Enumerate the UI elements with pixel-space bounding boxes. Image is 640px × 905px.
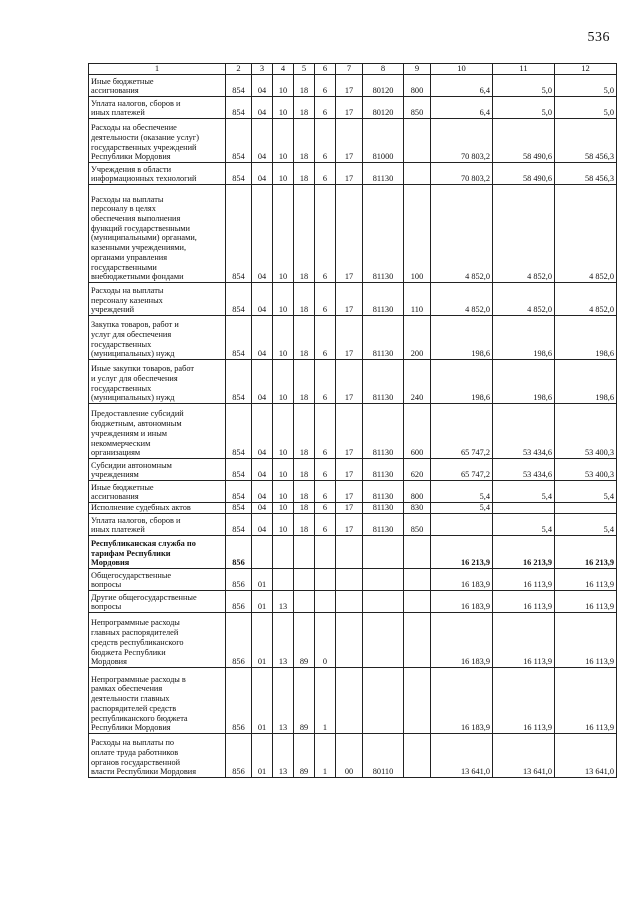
direction-code: 17 — [336, 404, 363, 459]
subsection-code: 10 — [273, 459, 294, 481]
admin-code: 854 — [226, 97, 252, 119]
subsection-code — [273, 569, 294, 591]
target-item-code: 81130 — [363, 459, 404, 481]
target-item-code — [363, 668, 404, 734]
direction-code — [336, 591, 363, 613]
amount-year2: 53 434,6 — [493, 404, 555, 459]
amount-year3: 5,4 — [555, 514, 617, 536]
admin-code: 854 — [226, 503, 252, 514]
amount-year2: 198,6 — [493, 360, 555, 404]
admin-code: 856 — [226, 668, 252, 734]
section-code: 04 — [252, 316, 273, 360]
direction-code — [336, 569, 363, 591]
expense-type-code — [404, 591, 431, 613]
subsection-code: 10 — [273, 75, 294, 97]
amount-year3: 16 113,9 — [555, 591, 617, 613]
amount-year3: 16 113,9 — [555, 668, 617, 734]
expense-type-code — [404, 734, 431, 778]
row-name: Иные бюджетные ассигнования — [89, 75, 226, 97]
subprogram-code: 6 — [315, 459, 336, 481]
amount-year1: 65 747,2 — [431, 404, 493, 459]
amount-year1: 5,4 — [431, 503, 493, 514]
amount-year1: 16 183,9 — [431, 668, 493, 734]
budget-table — [88, 63, 617, 778]
amount-year1: 16 183,9 — [431, 591, 493, 613]
direction-code: 00 — [336, 734, 363, 778]
table-row — [89, 316, 617, 360]
expense-type-code: 850 — [404, 514, 431, 536]
subsection-code: 10 — [273, 503, 294, 514]
target-item-code — [363, 569, 404, 591]
amount-year2: 5,0 — [493, 75, 555, 97]
row-name: Исполнение судебных актов — [89, 503, 226, 514]
row-name: Иные бюджетные ассигнования — [89, 481, 226, 503]
amount-year1: 4 852,0 — [431, 185, 493, 283]
program-code — [294, 536, 315, 569]
expense-type-code: 850 — [404, 97, 431, 119]
section-code: 04 — [252, 514, 273, 536]
direction-code: 17 — [336, 316, 363, 360]
direction-code: 17 — [336, 360, 363, 404]
direction-code — [336, 668, 363, 734]
program-code: 18 — [294, 185, 315, 283]
table-row — [89, 613, 617, 668]
column-header: 7 — [336, 64, 363, 75]
subsection-code: 13 — [273, 613, 294, 668]
target-item-code: 81130 — [363, 360, 404, 404]
row-name: Расходы на выплаты персоналу в целях обеспечения выполнения функций государственными (муниципальными) органами, казенными учреждениями, органами управления государственными внебюджетными фондами — [89, 185, 226, 283]
admin-code: 854 — [226, 163, 252, 185]
subprogram-code: 6 — [315, 283, 336, 316]
subsection-code: 10 — [273, 514, 294, 536]
expense-type-code: 200 — [404, 316, 431, 360]
amount-year2: 4 852,0 — [493, 185, 555, 283]
row-name: Уплата налогов, сборов и иных платежей — [89, 97, 226, 119]
subprogram-code: 6 — [315, 97, 336, 119]
amount-year2: 13 641,0 — [493, 734, 555, 778]
program-code: 89 — [294, 734, 315, 778]
amount-year1: 13 641,0 — [431, 734, 493, 778]
table-row — [89, 536, 617, 569]
amount-year3: 5,0 — [555, 97, 617, 119]
target-item-code: 81130 — [363, 503, 404, 514]
row-name: Общегосударственные вопросы — [89, 569, 226, 591]
amount-year3: 198,6 — [555, 360, 617, 404]
expense-type-code — [404, 668, 431, 734]
target-item-code: 80120 — [363, 75, 404, 97]
table-row — [89, 668, 617, 734]
subsection-code — [273, 536, 294, 569]
program-code — [294, 591, 315, 613]
admin-code: 854 — [226, 514, 252, 536]
program-code: 18 — [294, 283, 315, 316]
admin-code: 854 — [226, 459, 252, 481]
admin-code: 854 — [226, 75, 252, 97]
admin-code: 856 — [226, 591, 252, 613]
subprogram-code: 6 — [315, 185, 336, 283]
direction-code: 17 — [336, 119, 363, 163]
expense-type-code: 240 — [404, 360, 431, 404]
subsection-code: 10 — [273, 360, 294, 404]
amount-year2: 4 852,0 — [493, 283, 555, 316]
direction-code: 17 — [336, 481, 363, 503]
admin-code: 854 — [226, 119, 252, 163]
amount-year1: 70 803,2 — [431, 119, 493, 163]
amount-year2: 16 113,9 — [493, 591, 555, 613]
row-name: Непрограммные расходы главных распорядителей средств республиканского бюджета Республики Мордовия — [89, 613, 226, 668]
admin-code: 854 — [226, 316, 252, 360]
amount-year2: 53 434,6 — [493, 459, 555, 481]
section-code: 01 — [252, 734, 273, 778]
section-code: 04 — [252, 459, 273, 481]
amount-year2: 198,6 — [493, 316, 555, 360]
subprogram-code: 0 — [315, 613, 336, 668]
admin-code: 854 — [226, 283, 252, 316]
amount-year1: 16 213,9 — [431, 536, 493, 569]
row-name: Закупка товаров, работ и услуг для обеспечения государственных (муниципальных) нужд — [89, 316, 226, 360]
section-code: 04 — [252, 97, 273, 119]
section-code: 01 — [252, 591, 273, 613]
target-item-code — [363, 613, 404, 668]
subprogram-code: 1 — [315, 734, 336, 778]
subsection-code: 10 — [273, 404, 294, 459]
target-item-code — [363, 591, 404, 613]
program-code: 89 — [294, 613, 315, 668]
table-row — [89, 97, 617, 119]
subsection-code: 10 — [273, 97, 294, 119]
amount-year1: 16 183,9 — [431, 569, 493, 591]
direction-code: 17 — [336, 503, 363, 514]
amount-year1: 198,6 — [431, 316, 493, 360]
column-header: 8 — [363, 64, 404, 75]
row-name: Субсидии автономным учреждениям — [89, 459, 226, 481]
expense-type-code: 830 — [404, 503, 431, 514]
subprogram-code — [315, 569, 336, 591]
direction-code — [336, 613, 363, 668]
target-item-code: 80120 — [363, 97, 404, 119]
section-code: 01 — [252, 613, 273, 668]
expense-type-code: 110 — [404, 283, 431, 316]
amount-year3: 5,0 — [555, 75, 617, 97]
section-code: 04 — [252, 75, 273, 97]
direction-code: 17 — [336, 163, 363, 185]
section-code: 01 — [252, 668, 273, 734]
table-row — [89, 185, 617, 283]
subprogram-code: 6 — [315, 404, 336, 459]
target-item-code: 80110 — [363, 734, 404, 778]
target-item-code: 81000 — [363, 119, 404, 163]
program-code: 18 — [294, 163, 315, 185]
direction-code: 17 — [336, 75, 363, 97]
table-row — [89, 119, 617, 163]
row-name: Уплата налогов, сборов и иных платежей — [89, 514, 226, 536]
row-name: Иные закупки товаров, работ и услуг для обеспечения государственных (муниципальных) нужд — [89, 360, 226, 404]
subprogram-code — [315, 591, 336, 613]
amount-year2: 16 213,9 — [493, 536, 555, 569]
section-code: 04 — [252, 481, 273, 503]
amount-year1: 198,6 — [431, 360, 493, 404]
subsection-code: 10 — [273, 283, 294, 316]
target-item-code: 81130 — [363, 404, 404, 459]
row-name: Расходы на выплаты персоналу казенных учреждений — [89, 283, 226, 316]
expense-type-code — [404, 613, 431, 668]
table-row — [89, 163, 617, 185]
column-header: 1 — [89, 64, 226, 75]
section-code: 04 — [252, 503, 273, 514]
table-row — [89, 283, 617, 316]
subprogram-code: 6 — [315, 514, 336, 536]
program-code: 18 — [294, 360, 315, 404]
section-code: 01 — [252, 569, 273, 591]
direction-code: 17 — [336, 283, 363, 316]
direction-code — [336, 536, 363, 569]
table-row — [89, 459, 617, 481]
column-header: 9 — [404, 64, 431, 75]
table-row — [89, 75, 617, 97]
column-header: 3 — [252, 64, 273, 75]
section-code: 04 — [252, 119, 273, 163]
column-header: 10 — [431, 64, 493, 75]
program-code — [294, 569, 315, 591]
program-code: 89 — [294, 668, 315, 734]
subsection-code: 13 — [273, 591, 294, 613]
subsection-code: 13 — [273, 734, 294, 778]
amount-year3: 13 641,0 — [555, 734, 617, 778]
amount-year2: 5,4 — [493, 514, 555, 536]
direction-code: 17 — [336, 97, 363, 119]
column-header: 11 — [493, 64, 555, 75]
expense-type-code: 600 — [404, 404, 431, 459]
subprogram-code: 6 — [315, 503, 336, 514]
admin-code: 854 — [226, 185, 252, 283]
row-name: Расходы на выплаты по оплате труда работников органов государственной власти Республики Мордовия — [89, 734, 226, 778]
amount-year3: 53 400,3 — [555, 459, 617, 481]
admin-code: 856 — [226, 613, 252, 668]
target-item-code — [363, 536, 404, 569]
section-code — [252, 536, 273, 569]
amount-year1: 16 183,9 — [431, 613, 493, 668]
admin-code: 854 — [226, 404, 252, 459]
amount-year3: 5,4 — [555, 481, 617, 503]
amount-year3: 58 456,3 — [555, 119, 617, 163]
row-name: Непрограммные расходы в рамках обеспечения деятельности главных распорядителей средств республиканского бюджета Республики Мордовия — [89, 668, 226, 734]
section-code: 04 — [252, 163, 273, 185]
expense-type-code — [404, 569, 431, 591]
amount-year3: 16 213,9 — [555, 536, 617, 569]
column-header: 2 — [226, 64, 252, 75]
section-code: 04 — [252, 404, 273, 459]
amount-year3: 58 456,3 — [555, 163, 617, 185]
amount-year1: 5,4 — [431, 481, 493, 503]
table-row — [89, 360, 617, 404]
column-header: 6 — [315, 64, 336, 75]
expense-type-code — [404, 536, 431, 569]
program-code: 18 — [294, 97, 315, 119]
admin-code: 854 — [226, 481, 252, 503]
row-name: Учреждения в области информационных технологий — [89, 163, 226, 185]
expense-type-code: 800 — [404, 75, 431, 97]
expense-type-code: 100 — [404, 185, 431, 283]
table-row — [89, 734, 617, 778]
amount-year3: 4 852,0 — [555, 185, 617, 283]
amount-year2: 5,4 — [493, 481, 555, 503]
amount-year1: 6,4 — [431, 97, 493, 119]
subprogram-code: 6 — [315, 316, 336, 360]
amount-year3: 53 400,3 — [555, 404, 617, 459]
program-code: 18 — [294, 75, 315, 97]
target-item-code: 81130 — [363, 316, 404, 360]
column-header: 5 — [294, 64, 315, 75]
subprogram-code: 6 — [315, 360, 336, 404]
target-item-code: 81130 — [363, 283, 404, 316]
expense-type-code: 800 — [404, 481, 431, 503]
admin-code: 856 — [226, 536, 252, 569]
amount-year3: 16 113,9 — [555, 613, 617, 668]
amount-year1: 4 852,0 — [431, 283, 493, 316]
subprogram-code: 6 — [315, 163, 336, 185]
row-name: Другие общегосударственные вопросы — [89, 591, 226, 613]
section-code: 04 — [252, 283, 273, 316]
amount-year2: 16 113,9 — [493, 668, 555, 734]
program-code: 18 — [294, 316, 315, 360]
target-item-code: 81130 — [363, 163, 404, 185]
row-name: Расходы на обеспечение деятельности (оказание услуг) государственных учреждений Республики Мордовия — [89, 119, 226, 163]
table-row — [89, 404, 617, 459]
program-code: 18 — [294, 514, 315, 536]
program-code: 18 — [294, 459, 315, 481]
subprogram-code: 6 — [315, 75, 336, 97]
admin-code: 856 — [226, 569, 252, 591]
subsection-code: 13 — [273, 668, 294, 734]
amount-year2: 5,0 — [493, 97, 555, 119]
amount-year1: 6,4 — [431, 75, 493, 97]
table-row — [89, 481, 617, 503]
expense-type-code — [404, 119, 431, 163]
program-code: 18 — [294, 404, 315, 459]
row-name: Предоставление субсидий бюджетным, автономным учреждениям и иным некоммерческим организациям — [89, 404, 226, 459]
subsection-code: 10 — [273, 119, 294, 163]
subprogram-code: 6 — [315, 119, 336, 163]
row-name: Республиканская служба по тарифам Республики Мордовия — [89, 536, 226, 569]
column-header: 4 — [273, 64, 294, 75]
subprogram-code — [315, 536, 336, 569]
subprogram-code: 1 — [315, 668, 336, 734]
subsection-code: 10 — [273, 481, 294, 503]
table-row — [89, 514, 617, 536]
target-item-code: 81130 — [363, 481, 404, 503]
header-row — [89, 64, 617, 75]
amount-year1: 70 803,2 — [431, 163, 493, 185]
subprogram-code: 6 — [315, 481, 336, 503]
direction-code: 17 — [336, 459, 363, 481]
page-number: 536 — [587, 30, 610, 45]
table-row — [89, 503, 617, 514]
table-row — [89, 569, 617, 591]
column-header: 12 — [555, 64, 617, 75]
amount-year3: 198,6 — [555, 316, 617, 360]
amount-year3 — [555, 503, 617, 514]
section-code: 04 — [252, 360, 273, 404]
program-code: 18 — [294, 503, 315, 514]
expense-type-code: 620 — [404, 459, 431, 481]
target-item-code: 81130 — [363, 514, 404, 536]
direction-code: 17 — [336, 514, 363, 536]
admin-code: 856 — [226, 734, 252, 778]
subsection-code: 10 — [273, 163, 294, 185]
direction-code: 17 — [336, 185, 363, 283]
amount-year2: 16 113,9 — [493, 569, 555, 591]
section-code: 04 — [252, 185, 273, 283]
subsection-code: 10 — [273, 185, 294, 283]
amount-year2: 58 490,6 — [493, 119, 555, 163]
table-body — [89, 75, 617, 778]
amount-year3: 4 852,0 — [555, 283, 617, 316]
subsection-code: 10 — [273, 316, 294, 360]
admin-code: 854 — [226, 360, 252, 404]
program-code: 18 — [294, 481, 315, 503]
table-row — [89, 591, 617, 613]
amount-year2: 58 490,6 — [493, 163, 555, 185]
amount-year1 — [431, 514, 493, 536]
program-code: 18 — [294, 119, 315, 163]
amount-year2: 16 113,9 — [493, 613, 555, 668]
amount-year3: 16 113,9 — [555, 569, 617, 591]
expense-type-code — [404, 163, 431, 185]
target-item-code: 81130 — [363, 185, 404, 283]
amount-year2 — [493, 503, 555, 514]
amount-year1: 65 747,2 — [431, 459, 493, 481]
